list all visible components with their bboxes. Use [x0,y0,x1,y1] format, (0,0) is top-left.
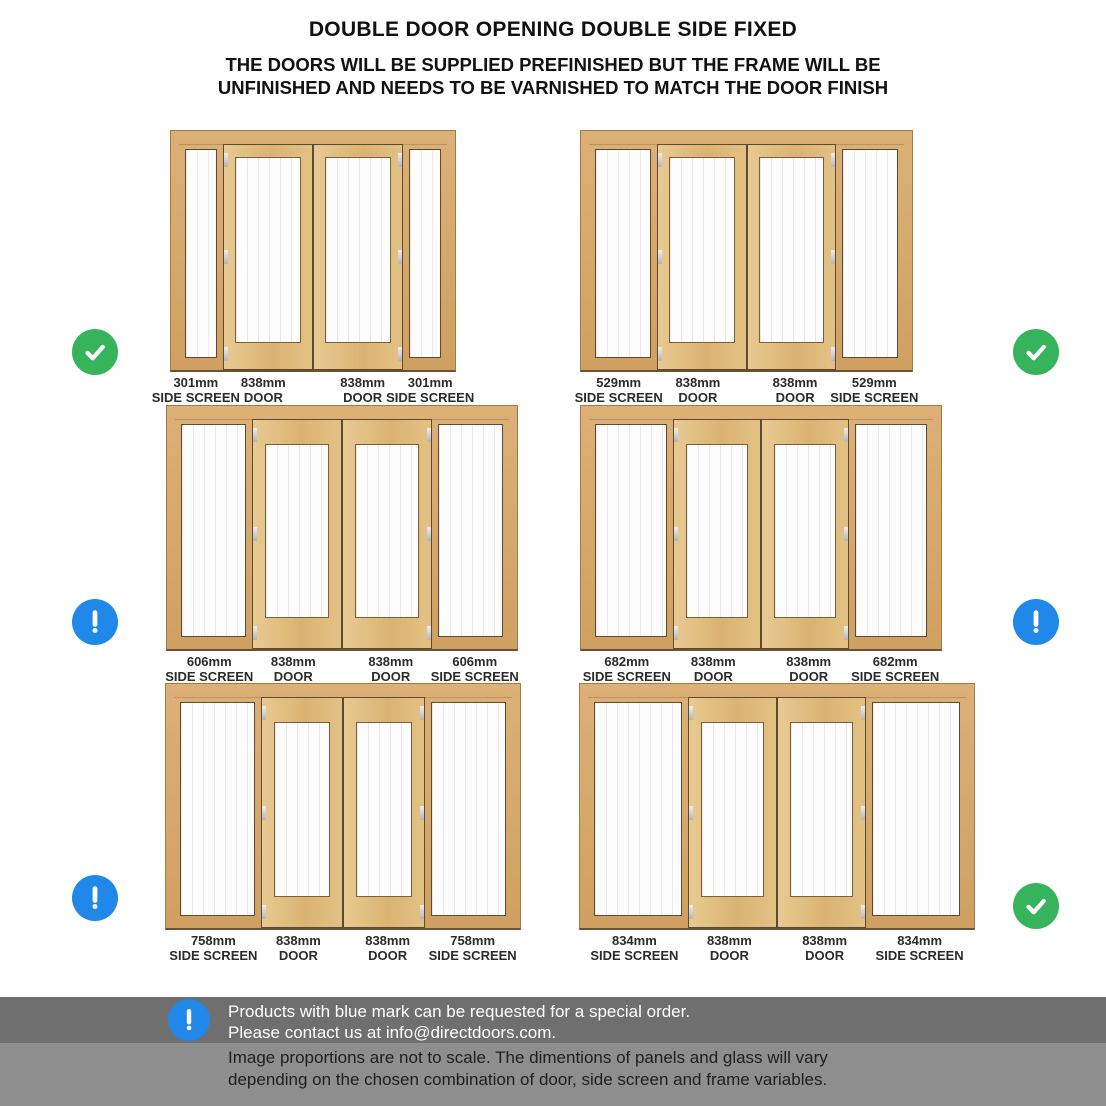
side-screen-glass [438,424,503,637]
panel-type: SIDE SCREEN [574,389,663,405]
door-glass [686,444,748,618]
side-screen-glass [595,149,651,358]
status-badge [72,599,118,645]
hinge-marks [253,428,257,640]
door-glass [265,444,329,618]
panel-type: SIDE SCREEN [151,389,240,405]
panel-type: DOOR [805,947,845,963]
side-screen-glass [595,424,667,637]
special-order-line-2: Please contact us at info@directdoors.com. [228,1023,557,1042]
panel-size: 682mm [872,654,918,669]
footer-disclaimer-text [228,1047,828,1091]
panel-label [428,933,517,963]
panel-label [151,375,240,405]
hinge-marks [262,706,266,919]
door-glass [701,722,764,897]
panel-size: 758mm [190,933,236,948]
panel-label [342,655,440,684]
door-frame [165,683,521,930]
hinge-marks [224,153,228,361]
panel-type: SIDE SCREEN [386,389,475,405]
door-leaf [313,144,403,370]
panel-size: 834mm [611,933,657,948]
check-icon [1021,337,1051,367]
door-leaf [342,419,432,649]
page-title: DOUBLE DOOR OPENING DOUBLE SIDE FIXED [308,18,798,41]
door-panel [342,419,432,649]
side-screen-panel [179,144,223,370]
exclamation-icon [80,883,110,913]
side-screen-panel [425,697,512,928]
panel-size: 606mm [186,654,232,669]
status-badge [1013,599,1059,645]
side-screen-glass [181,424,246,637]
panel-label [777,934,872,963]
panel-label [574,375,663,405]
side-screen-panel [836,144,904,370]
panel-size: 758mm [450,933,496,948]
panel-size: 529mm [596,375,642,390]
panel-size: 838mm [368,654,414,669]
door-frame [170,130,456,372]
panel-size: 838mm [675,375,721,390]
door-leaf [761,419,849,649]
panel-type: DOOR [371,668,411,684]
hinge-marks [658,153,662,361]
check-icon [80,337,110,367]
door-leaf [657,144,746,370]
dimension-labels [166,655,518,684]
panel-type: DOOR [243,389,283,405]
side-screen-panel [174,697,261,928]
panel-type: DOOR [678,389,718,405]
panel-label [169,933,258,963]
page-subtitle [0,53,1106,99]
hinge-marks [674,428,678,640]
panel-size: 838mm [802,933,848,948]
panel-label [830,375,919,405]
door-glass [274,722,330,897]
footer-special-order-text [228,1001,690,1043]
door-panel [223,144,313,370]
door-panel [657,144,746,370]
side-screen-panel [866,697,966,928]
side-screen-panel [175,419,252,649]
side-screen-panel [403,144,447,370]
panel-label [343,934,432,963]
panel-label [666,655,761,684]
status-badge [1013,329,1059,375]
panel-type: DOOR [343,389,383,405]
panel-size: 838mm [270,654,316,669]
door-glass [669,157,734,343]
hinge-marks [861,706,865,919]
door-glass [235,157,301,343]
panel-type: SIDE SCREEN [830,389,919,405]
panel-label [851,654,940,684]
door-glass [790,722,853,897]
dimension-labels [165,934,521,963]
disclaimer-line-1: Image proportions are not to scale. The dimentions of panels and glass will vary [228,1048,828,1067]
dimension-labels [580,655,942,684]
panel-size: 838mm [240,375,286,390]
door-diagram-606 [166,405,518,684]
status-badge [1013,883,1059,929]
side-screen-panel [589,419,673,649]
panel-type: SIDE SCREEN [851,668,940,684]
status-badge [72,329,118,375]
panel-size: 838mm [340,375,386,390]
panel-label [430,654,519,684]
special-order-line-1: Products with blue mark can be requested for a special order. [228,1002,691,1021]
panel-size: 606mm [452,654,498,669]
hinge-marks [831,153,835,361]
door-diagram-682 [580,405,942,684]
panel-label [214,376,313,405]
panel-label [165,654,254,684]
panel-type: DOOR [278,947,318,963]
panel-size: 838mm [706,933,752,948]
panel-label [649,376,746,405]
door-leaf [673,419,761,649]
disclaimer-line-2: depending on the chosen combination of door, side screen and frame variables. [228,1070,828,1089]
exclamation-icon [1021,607,1051,637]
panel-size: 838mm [772,375,818,390]
side-screen-glass [842,149,898,358]
panel-label [582,654,671,684]
panel-size: 301mm [173,375,219,390]
hinge-marks [398,153,402,361]
status-badge [72,875,118,921]
panel-type: DOOR [273,668,313,684]
side-screen-glass [180,702,255,916]
door-frame [166,405,518,651]
panel-type: DOOR [775,389,815,405]
hinge-marks [689,706,693,919]
panel-label [587,934,682,963]
door-leaf [777,697,866,928]
subtitle-line-1: THE DOORS WILL BE SUPPLIED PREFINISHED BUT THE FRAME WILL BE [225,54,881,75]
door-diagram-758 [165,683,521,963]
panel-type: SIDE SCREEN [875,947,964,963]
side-screen-glass [855,424,927,637]
side-screen-glass [185,149,217,358]
side-screen-panel [849,419,933,649]
door-frame [579,683,975,930]
door-leaf [747,144,836,370]
panel-label [682,934,777,963]
panel-size: 838mm [786,654,832,669]
door-leaf [688,697,777,928]
side-screen-glass [872,702,960,916]
side-screen-glass [594,702,682,916]
panel-size: 834mm [897,933,943,948]
hinge-marks [844,428,848,640]
panel-type: SIDE SCREEN [590,947,679,963]
panel-type: SIDE SCREEN [582,668,671,684]
panel-size: 838mm [690,654,736,669]
panel-size: 838mm [275,933,321,948]
panel-size: 682mm [604,654,650,669]
exclamation-icon [80,607,110,637]
panel-label [245,655,343,684]
door-frame [580,405,942,651]
panel-label [872,934,967,963]
door-panel [747,144,836,370]
door-panel [777,697,866,928]
dimension-labels [151,375,475,405]
panel-type: SIDE SCREEN [169,947,258,963]
panel-label [761,655,856,684]
door-diagram-301 [151,130,475,405]
door-glass [356,722,412,897]
check-icon [1021,891,1051,921]
panel-label [386,375,475,405]
panel-type: DOOR [709,947,749,963]
panel-type: SIDE SCREEN [165,668,254,684]
door-glass [325,157,391,343]
panel-size: 838mm [365,933,411,948]
door-glass [355,444,419,618]
side-screen-panel [432,419,509,649]
side-screen-panel [589,144,657,370]
subtitle-line-2: UNFINISHED AND NEEDS TO BE VARNISHED TO MATCH THE DOOR FINISH [217,77,889,98]
door-panel [343,697,425,928]
door-leaf [223,144,313,370]
door-panel [761,419,849,649]
panel-label [254,934,343,963]
panel-size: 301mm [407,375,453,390]
panel-type: SIDE SCREEN [428,947,517,963]
panel-type: SIDE SCREEN [430,668,519,684]
door-panel [252,419,342,649]
side-screen-glass [431,702,506,916]
panel-type: DOOR [693,668,733,684]
door-leaf [261,697,343,928]
side-screen-panel [588,697,688,928]
side-screen-glass [409,149,441,358]
door-leaf [252,419,342,649]
door-leaf [343,697,425,928]
panel-label [747,376,844,405]
door-panel [688,697,777,928]
door-frame [580,130,913,372]
panel-size: 529mm [851,375,897,390]
door-panel [261,697,343,928]
panel-type: DOOR [789,668,829,684]
door-diagram-834 [579,683,975,963]
hinge-marks [420,706,424,919]
door-panel [673,419,761,649]
door-glass [774,444,836,618]
hinge-marks [427,428,431,640]
dimension-labels [574,375,919,405]
door-glass [759,157,824,343]
door-diagram-529 [574,130,919,405]
exclamation-icon [168,999,210,1041]
door-panel [313,144,403,370]
dimension-labels [579,934,975,963]
panel-type: DOOR [368,947,408,963]
